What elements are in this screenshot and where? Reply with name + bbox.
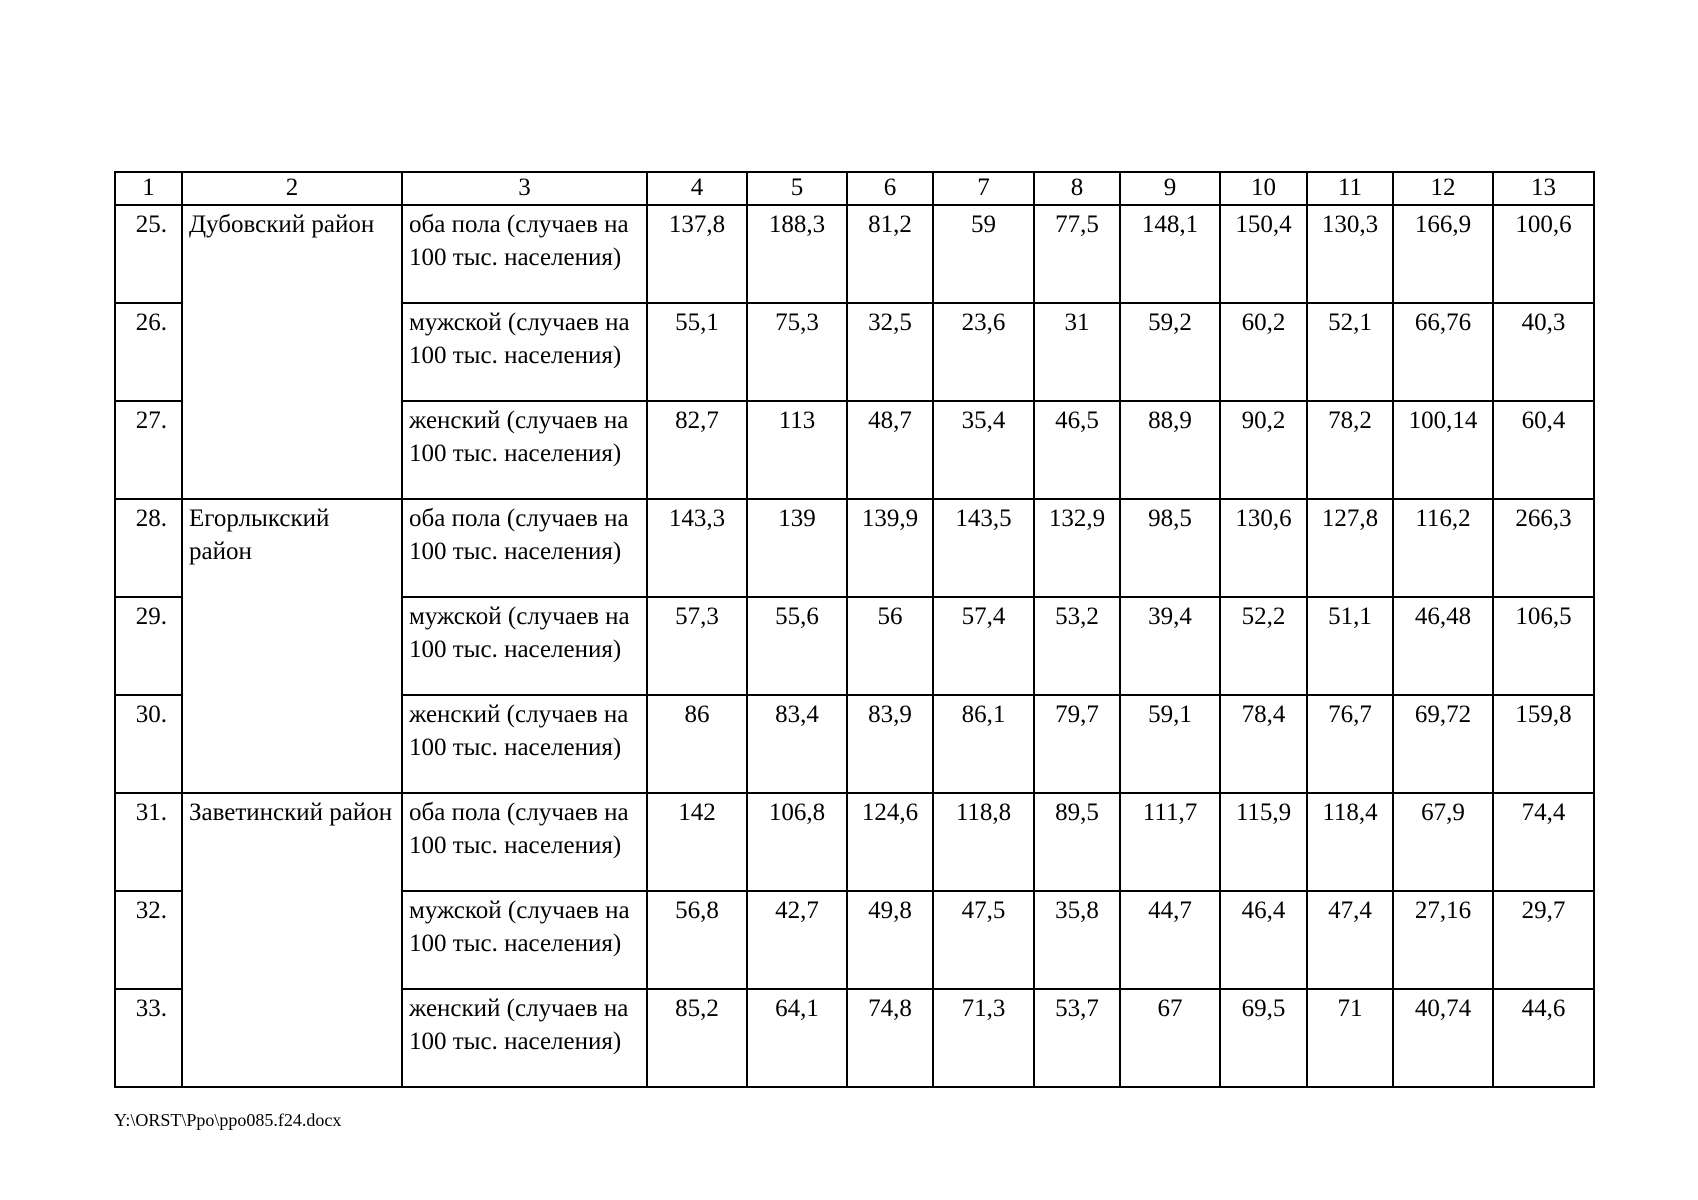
value-cell: 59,1 — [1120, 695, 1220, 793]
value-cell: 86 — [647, 695, 747, 793]
value-cell: 100,6 — [1493, 205, 1594, 303]
indicator-description-cell: оба пола (случаев на 100 тыс. населения) — [402, 205, 647, 303]
header-cell: 5 — [747, 172, 847, 205]
value-cell: 35,8 — [1034, 891, 1120, 989]
value-cell: 52,2 — [1220, 597, 1307, 695]
value-cell: 88,9 — [1120, 401, 1220, 499]
data-table — [114, 171, 1595, 1088]
value-cell: 47,5 — [933, 891, 1034, 989]
value-cell: 59,2 — [1120, 303, 1220, 401]
value-cell: 98,5 — [1120, 499, 1220, 597]
row-number-cell: 26. — [115, 303, 182, 401]
value-cell: 71,3 — [933, 989, 1034, 1087]
value-cell: 266,3 — [1493, 499, 1594, 597]
row-number-cell: 28. — [115, 499, 182, 597]
header-cell: 11 — [1307, 172, 1393, 205]
value-cell: 52,1 — [1307, 303, 1393, 401]
value-cell: 78,2 — [1307, 401, 1393, 499]
value-cell: 59 — [933, 205, 1034, 303]
value-cell: 64,1 — [747, 989, 847, 1087]
indicator-description-cell: мужской (случаев на 100 тыс. населения) — [402, 303, 647, 401]
value-cell: 67 — [1120, 989, 1220, 1087]
value-cell: 48,7 — [847, 401, 933, 499]
value-cell: 51,1 — [1307, 597, 1393, 695]
district-name-cell: Заветинский район — [182, 793, 402, 1087]
header-cell: 8 — [1034, 172, 1120, 205]
value-cell: 83,9 — [847, 695, 933, 793]
value-cell: 67,9 — [1393, 793, 1493, 891]
value-cell: 113 — [747, 401, 847, 499]
value-cell: 57,4 — [933, 597, 1034, 695]
value-cell: 143,5 — [933, 499, 1034, 597]
value-cell: 23,6 — [933, 303, 1034, 401]
value-cell: 85,2 — [647, 989, 747, 1087]
header-cell: 3 — [402, 172, 647, 205]
value-cell: 106,5 — [1493, 597, 1594, 695]
row-number-cell: 29. — [115, 597, 182, 695]
value-cell: 81,2 — [847, 205, 933, 303]
value-cell: 143,3 — [647, 499, 747, 597]
value-cell: 118,4 — [1307, 793, 1393, 891]
value-cell: 42,7 — [747, 891, 847, 989]
header-cell: 1 — [115, 172, 182, 205]
value-cell: 130,3 — [1307, 205, 1393, 303]
value-cell: 69,72 — [1393, 695, 1493, 793]
table-row — [115, 793, 1594, 891]
value-cell: 83,4 — [747, 695, 847, 793]
table-header-row — [115, 172, 1594, 205]
value-cell: 39,4 — [1120, 597, 1220, 695]
row-number-cell: 25. — [115, 205, 182, 303]
table-row — [115, 499, 1594, 597]
indicator-description-cell: женский (случаев на 100 тыс. населения) — [402, 401, 647, 499]
value-cell: 142 — [647, 793, 747, 891]
indicator-description-cell: женский (случаев на 100 тыс. населения) — [402, 989, 647, 1087]
value-cell: 78,4 — [1220, 695, 1307, 793]
value-cell: 106,8 — [747, 793, 847, 891]
value-cell: 55,6 — [747, 597, 847, 695]
value-cell: 188,3 — [747, 205, 847, 303]
value-cell: 46,48 — [1393, 597, 1493, 695]
row-number-cell: 27. — [115, 401, 182, 499]
indicator-description-cell: мужской (случаев на 100 тыс. населения) — [402, 597, 647, 695]
value-cell: 77,5 — [1034, 205, 1120, 303]
header-cell: 12 — [1393, 172, 1493, 205]
value-cell: 139 — [747, 499, 847, 597]
value-cell: 116,2 — [1393, 499, 1493, 597]
value-cell: 137,8 — [647, 205, 747, 303]
value-cell: 57,3 — [647, 597, 747, 695]
value-cell: 115,9 — [1220, 793, 1307, 891]
district-name-cell: Егорлыкский район — [182, 499, 402, 793]
table-body — [115, 172, 1594, 1087]
row-number-cell: 32. — [115, 891, 182, 989]
value-cell: 150,4 — [1220, 205, 1307, 303]
value-cell: 55,1 — [647, 303, 747, 401]
value-cell: 32,5 — [847, 303, 933, 401]
value-cell: 148,1 — [1120, 205, 1220, 303]
header-cell: 2 — [182, 172, 402, 205]
table-row — [115, 205, 1594, 303]
value-cell: 139,9 — [847, 499, 933, 597]
row-number-cell: 33. — [115, 989, 182, 1087]
value-cell: 111,7 — [1120, 793, 1220, 891]
value-cell: 100,14 — [1393, 401, 1493, 499]
value-cell: 27,16 — [1393, 891, 1493, 989]
value-cell: 127,8 — [1307, 499, 1393, 597]
value-cell: 47,4 — [1307, 891, 1393, 989]
row-number-cell: 31. — [115, 793, 182, 891]
row-number-cell: 30. — [115, 695, 182, 793]
value-cell: 74,8 — [847, 989, 933, 1087]
value-cell: 60,2 — [1220, 303, 1307, 401]
value-cell: 124,6 — [847, 793, 933, 891]
value-cell: 75,3 — [747, 303, 847, 401]
footer-file-path: Y:\ORST\Ppo\ppo085.f24.docx — [114, 1110, 342, 1130]
value-cell: 49,8 — [847, 891, 933, 989]
value-cell: 53,2 — [1034, 597, 1120, 695]
value-cell: 40,3 — [1493, 303, 1594, 401]
value-cell: 60,4 — [1493, 401, 1594, 499]
value-cell: 132,9 — [1034, 499, 1120, 597]
value-cell: 46,4 — [1220, 891, 1307, 989]
value-cell: 76,7 — [1307, 695, 1393, 793]
value-cell: 79,7 — [1034, 695, 1120, 793]
value-cell: 89,5 — [1034, 793, 1120, 891]
value-cell: 166,9 — [1393, 205, 1493, 303]
value-cell: 31 — [1034, 303, 1120, 401]
value-cell: 71 — [1307, 989, 1393, 1087]
value-cell: 90,2 — [1220, 401, 1307, 499]
value-cell: 46,5 — [1034, 401, 1120, 499]
value-cell: 44,6 — [1493, 989, 1594, 1087]
header-cell: 4 — [647, 172, 747, 205]
indicator-description-cell: оба пола (случаев на 100 тыс. населения) — [402, 793, 647, 891]
value-cell: 130,6 — [1220, 499, 1307, 597]
value-cell: 40,74 — [1393, 989, 1493, 1087]
value-cell: 35,4 — [933, 401, 1034, 499]
district-name-cell: Дубовский район — [182, 205, 402, 499]
indicator-description-cell: женский (случаев на 100 тыс. населения) — [402, 695, 647, 793]
value-cell: 74,4 — [1493, 793, 1594, 891]
value-cell: 29,7 — [1493, 891, 1594, 989]
value-cell: 66,76 — [1393, 303, 1493, 401]
value-cell: 118,8 — [933, 793, 1034, 891]
header-cell: 10 — [1220, 172, 1307, 205]
value-cell: 56 — [847, 597, 933, 695]
value-cell: 86,1 — [933, 695, 1034, 793]
header-cell: 7 — [933, 172, 1034, 205]
value-cell: 69,5 — [1220, 989, 1307, 1087]
value-cell: 159,8 — [1493, 695, 1594, 793]
value-cell: 44,7 — [1120, 891, 1220, 989]
value-cell: 56,8 — [647, 891, 747, 989]
indicator-description-cell: оба пола (случаев на 100 тыс. населения) — [402, 499, 647, 597]
indicator-description-cell: мужской (случаев на 100 тыс. населения) — [402, 891, 647, 989]
header-cell: 6 — [847, 172, 933, 205]
value-cell: 53,7 — [1034, 989, 1120, 1087]
header-cell: 13 — [1493, 172, 1594, 205]
header-cell: 9 — [1120, 172, 1220, 205]
value-cell: 82,7 — [647, 401, 747, 499]
